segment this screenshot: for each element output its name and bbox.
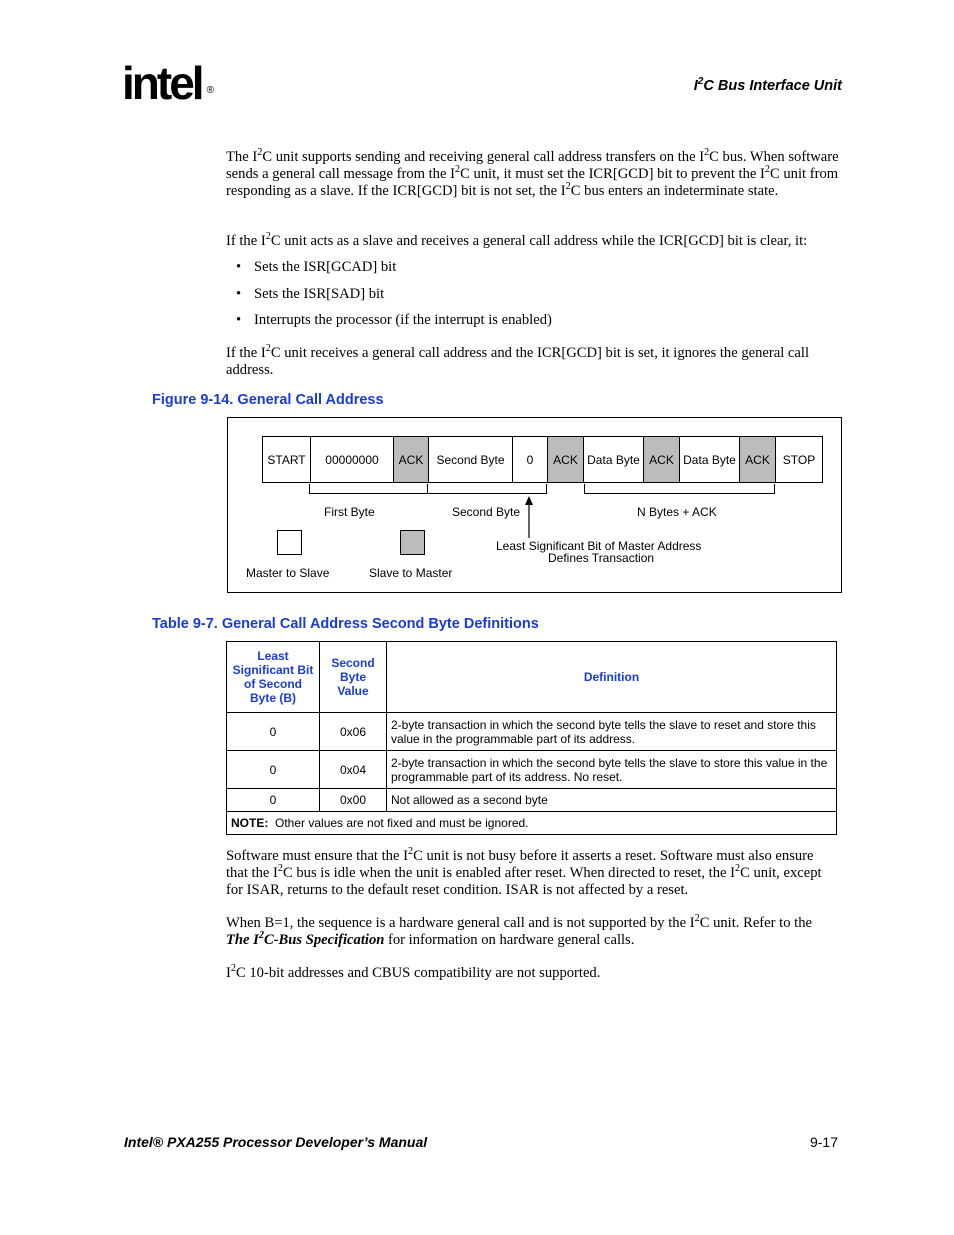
paragraph-general-call-intro: The $I^2C$ unit supports sending and receiving general call address transfers on the $I^2C$ bus. When software sends a general call message from the $I^2C$ unit, it must set the ICR[GCD] bit to prevent the $I^2C$ unit from responding as a slave. If the ICR[GCD] bit is not set, the $I^2C$ bus enters an indeterminate state. [226, 147, 839, 199]
legend-swatch-master [277, 530, 302, 555]
frame-cell-start: START [262, 436, 311, 483]
lsb-arrow-icon [522, 496, 536, 538]
cell-definition: 2-byte transaction in which the second byte tells the slave to store this value in the programmable part of its address. No reset. [387, 751, 837, 789]
frame-cell-address: 00000000 [310, 436, 394, 483]
footer-page-number: 9-17 [809, 1134, 838, 1150]
paragraph-10bit: $I^2C$ 10-bit addresses and CBUS compatibility are not supported. [226, 963, 601, 981]
frame-cell-data-byte: Data Byte [583, 436, 644, 483]
note-label: NOTE: [231, 816, 269, 830]
table-row [227, 751, 837, 789]
section-title: $I^2C$ Bus Interface Unit [693, 76, 842, 94]
cell-lsb: 0 [227, 751, 320, 789]
legend-label-master: Master to Slave [246, 566, 330, 580]
label-n-bytes: N Bytes + ACK [637, 505, 717, 519]
paragraph-slave-behaviour: If the $I^2C$ unit acts as a slave and receives a general call address while the ICR[GCD] bit is clear, it: [226, 231, 808, 249]
cell-value: 0x06 [320, 713, 387, 751]
frame-cell-ack: ACK [547, 436, 584, 483]
intel-logo [122, 57, 214, 109]
second-byte-definitions-table [226, 641, 837, 835]
table-header-row [227, 642, 837, 713]
footer-manual-title: Intel® PXA255 Processor Developer’s Manual [124, 1134, 428, 1150]
cell-definition: Not allowed as a second byte [387, 789, 837, 812]
general-call-address-figure [227, 417, 842, 593]
frame-cell-ack: ACK [393, 436, 429, 483]
frame-cell-second-byte: Second Byte [428, 436, 513, 483]
legend-swatch-slave [400, 530, 425, 555]
header-second-byte-value: Second Byte Value [320, 642, 387, 713]
logo-registered-mark: ® [206, 85, 214, 96]
paragraph-gcd-set: If the $I^2C$ unit receives a general call address and the ICR[GCD] bit is set, it ignores the general call address. [226, 343, 810, 378]
header-definition: Definition [387, 642, 837, 713]
logo-text: intel [122, 57, 202, 109]
figure-caption: Figure 9-14. General Call Address [152, 392, 384, 408]
table-note [227, 812, 837, 835]
bracket-second-byte [427, 484, 547, 494]
frame-cell-stop: STOP [775, 436, 823, 483]
cell-value: 0x04 [320, 751, 387, 789]
paragraph-reset: Software must ensure that the $I^2C$ unit is not busy before it asserts a reset. Software must also ensure that the $I^2C$ bus is idle when the unit is enabled after reset. When directed to reset, the $I^2C$ unit, except for ISAR, returns to the default reset condition. ISAR is not affected by a reset. [226, 846, 822, 898]
label-first-byte: First Byte [324, 505, 375, 519]
table-row [227, 789, 837, 812]
label-lsb-line1: Least Significant Bit of Master Address [496, 539, 702, 553]
label-lsb-line2: Defines Transaction [548, 551, 655, 565]
frame-cell-data-byte: Data Byte [679, 436, 740, 483]
frame-cell-lsb: 0 [512, 436, 548, 483]
note-text: Other values are not fixed and must be ignored. [275, 816, 529, 830]
label-second-byte: Second Byte [452, 505, 521, 519]
paragraph-hardware-general-call: When B=1, the sequence is a hardware general call and is not supported by the $I^2C$ unit. Refer to the The $I^2C$-Bus Specification for information on hardware general calls. [226, 913, 812, 948]
table-note-row [227, 812, 837, 835]
bracket-first-byte [309, 484, 428, 494]
cell-definition: 2-byte transaction in which the second byte tells the slave to reset and store this value in the programmable part of its address. [387, 713, 837, 751]
cell-value: 0x00 [320, 789, 387, 812]
legend-label-slave: Slave to Master [369, 566, 453, 580]
frame-cell-ack: ACK [739, 436, 776, 483]
cell-lsb: 0 [227, 789, 320, 812]
table-row [227, 713, 837, 751]
bracket-n-bytes [584, 484, 775, 494]
frame-cell-ack: ACK [643, 436, 680, 483]
header-lsb: Least Significant Bit of Second Byte (B) [227, 642, 320, 713]
cell-lsb: 0 [227, 713, 320, 751]
table-caption: Table 9-7. General Call Address Second Byte Definitions [152, 616, 539, 632]
